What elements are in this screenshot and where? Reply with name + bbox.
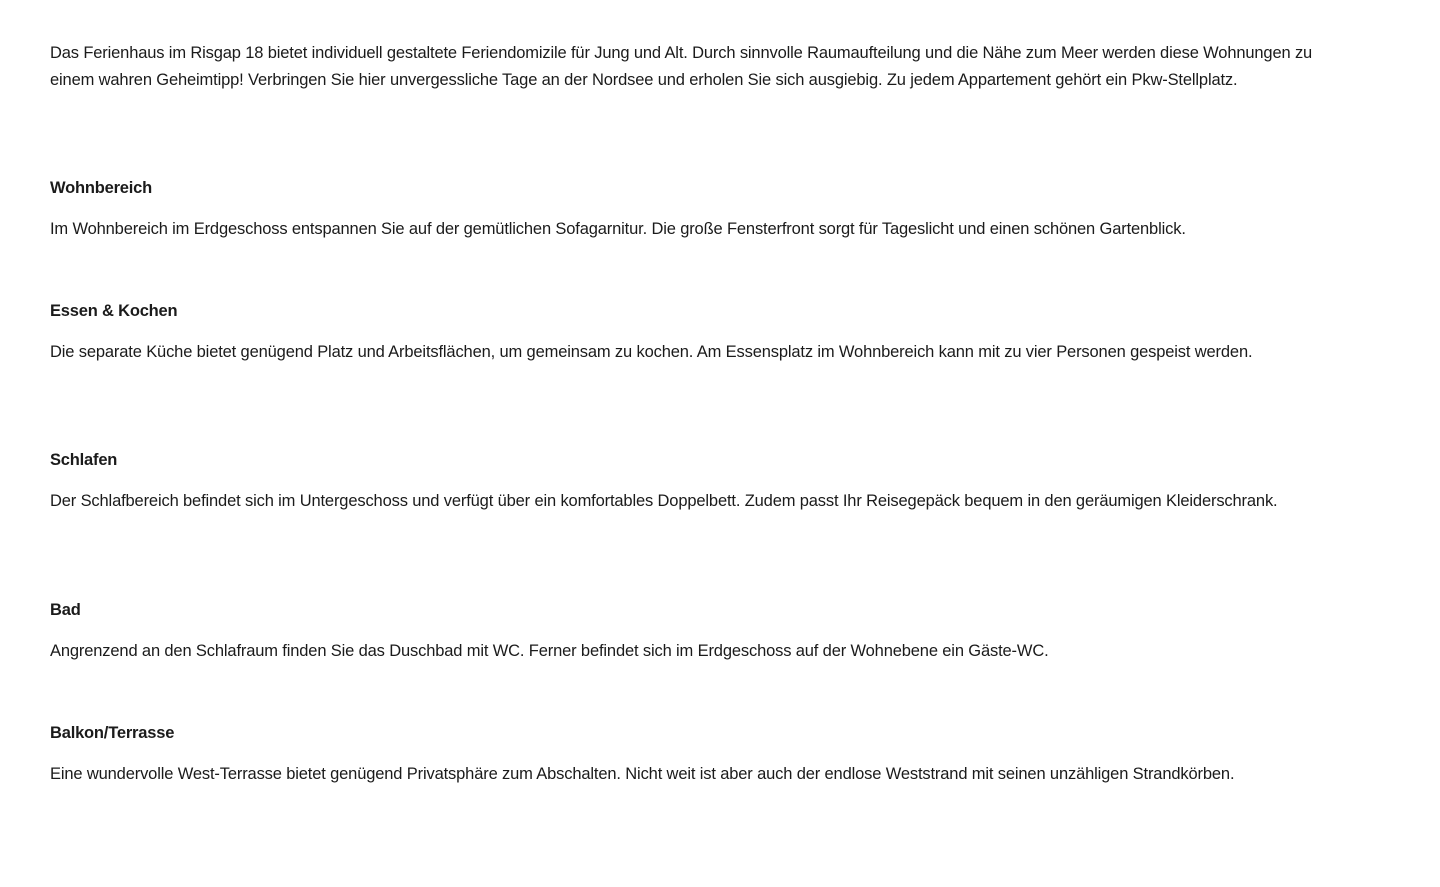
section-heading: Schlafen	[50, 451, 118, 469]
section-schlafen	[50, 447, 1360, 515]
section-body: Angrenzend an den Schlafraum finden Sie das Duschbad mit WC. Ferner befindet sich im Erdgeschoss auf der Wohnebene ein Gäste-WC.	[50, 642, 1049, 660]
section-heading: Wohnbereich	[50, 179, 153, 197]
section-balkon-terrasse	[50, 720, 1360, 788]
section-body: Der Schlafbereich befindet sich im Untergeschoss und verfügt über ein komfortables Doppelbett. Zudem passt Ihr Reisegepäck bequem in den geräumigen Kleiderschrank.	[50, 492, 1278, 510]
section-wohnbereich	[50, 175, 1360, 243]
section-body: Die separate Küche bietet genügend Platz und Arbeitsflächen, um gemeinsam zu kochen. Am Essensplatz im Wohnbereich kann mit zu vier Personen gespeist werden.	[50, 343, 1253, 361]
section-body: Eine wundervolle West-Terrasse bietet genügend Privatsphäre zum Abschalten. Nicht weit ist aber auch der endlose Weststrand mit seinen unzähligen Strandkörben.	[50, 765, 1235, 783]
intro-paragraph: Das Ferienhaus im Risgap 18 bietet individuell gestaltete Feriendomizile für Jung und Alt. Durch sinnvolle Raumaufteilung und die Nähe zum Meer werden diese Wohnungen zu einem wahren Geheimtipp! Verbringen Sie hier unvergessliche Tage an der Nordsee und erholen Sie sich ausgiebig. Zu jedem Appartement gehört ein Pkw-Stellplatz.	[50, 44, 1313, 89]
section-bad	[50, 597, 1360, 665]
section-heading: Bad	[50, 601, 81, 619]
section-body: Im Wohnbereich im Erdgeschoss entspannen Sie auf der gemütlichen Sofagarnitur. Die große Fensterfront sorgt für Tageslicht und einen schönen Gartenblick.	[50, 220, 1186, 238]
section-essen-kochen	[50, 298, 1360, 366]
section-heading: Balkon/Terrasse	[50, 724, 175, 742]
section-heading: Essen & Kochen	[50, 302, 178, 320]
